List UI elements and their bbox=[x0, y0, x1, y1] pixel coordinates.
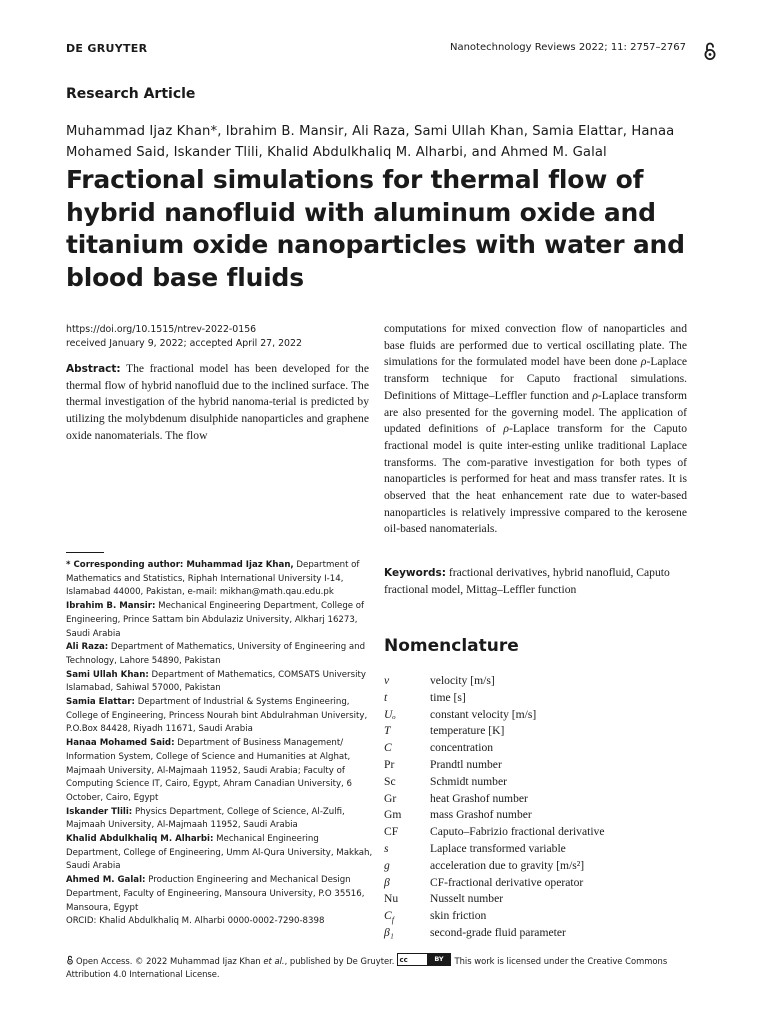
affiliation-name: Hanaa Mohamed Said: bbox=[66, 738, 175, 749]
footer-etal: et al. bbox=[263, 956, 285, 966]
nomenclature-symbol: $C_f$ bbox=[384, 909, 394, 925]
affiliation-item bbox=[66, 806, 373, 833]
footnote-rule bbox=[66, 552, 104, 553]
nomenclature-row bbox=[384, 674, 694, 691]
affiliation-text: Mechanical Engineering Department, College of Engineering, Prince Sattam bin Abdulaziz University, Alkharj 16273, Saudi Arabia bbox=[66, 601, 365, 639]
nomenclature-heading: Nomenclature bbox=[384, 636, 519, 656]
affiliation-text: Mechanical Engineering Department, College of Engineering, Umm Al-Qura University, Makkah, Saudi Arabia bbox=[66, 834, 373, 872]
nomenclature-row bbox=[384, 926, 694, 943]
nomenclature-description: acceleration due to gravity [m/s²] bbox=[430, 858, 585, 872]
nomenclature-row bbox=[384, 842, 694, 859]
nomenclature-row bbox=[384, 909, 694, 926]
nomenclature-symbol: T bbox=[384, 724, 391, 738]
article-title: Fractional simulations for thermal flow of hybrid nanofluid with aluminum oxide and titanium oxide nanoparticles with water and blood base fluids bbox=[66, 165, 685, 292]
affiliation-text: Department of Industrial & Systems Engineering, College of Engineering, Princess Nourah bint Abdulrahman University, P.O.Box 84428, Riyadh 11671, Saudi Arabia bbox=[66, 697, 368, 735]
affiliation-name: Iskander Tlili: bbox=[66, 806, 133, 817]
rho-symbol: ρ bbox=[503, 422, 509, 436]
nomenclature-row bbox=[384, 691, 694, 708]
nomenclature-description: concentration bbox=[430, 741, 494, 755]
rho-symbol: ρ bbox=[640, 355, 647, 369]
affiliation-text: Department of Mathematics and Statistics, Riphah International University I-14, Islamabad 44000, Pakistan, e-mail: mikhan@math.qau.edu.pk bbox=[66, 560, 360, 598]
nomenclature-description: mass Grashof number bbox=[430, 808, 532, 822]
affiliation-text: Department of Mathematics, COMSATS University Islamabad, Sahiwal 57000, Pakistan bbox=[66, 669, 366, 694]
nomenclature-row bbox=[384, 708, 694, 725]
keywords bbox=[384, 565, 687, 598]
affiliation-name: Khalid Abdulkhaliq M. Alharbi: bbox=[66, 834, 214, 845]
affiliation-item bbox=[66, 696, 373, 737]
abstract-text-2c: -Laplace transform are also presented for the governing model. The application of updated definitions of bbox=[384, 388, 687, 436]
affiliation-item bbox=[66, 559, 373, 600]
nomenclature-symbol: Sc bbox=[384, 774, 396, 788]
affiliation-name: * Corresponding author: Muhammad Ijaz Khan, bbox=[66, 560, 294, 570]
footer-text-2: , published by De Gruyter. bbox=[284, 956, 395, 966]
affiliation-item bbox=[66, 874, 373, 915]
affiliation-text: Physics Department, College of Science, Al-Zulfi, Majmaah University, Al-Majmaah 11952, Saudi Arabia bbox=[66, 806, 345, 831]
nomenclature-symbol: v bbox=[384, 674, 390, 687]
nomenclature-symbol: t bbox=[384, 690, 388, 704]
article-dates: received January 9, 2022; accepted April 27, 2022 bbox=[66, 338, 302, 349]
nomenclature-symbol: β bbox=[384, 875, 390, 889]
rho-symbol: ρ bbox=[592, 388, 598, 402]
license-footer bbox=[66, 953, 696, 980]
nomenclature-row bbox=[384, 741, 694, 758]
journal-reference: Nanotechnology Reviews 2022; 11: 2757–2767 bbox=[449, 42, 686, 53]
nomenclature-symbol: Gm bbox=[384, 808, 402, 822]
nomenclature-row bbox=[384, 892, 694, 909]
nomenclature-description: skin friction bbox=[430, 909, 487, 923]
nomenclature-row bbox=[384, 876, 694, 893]
affiliation-name: Ahmed M. Galal: bbox=[66, 875, 146, 886]
nomenclature-symbol: β₁ bbox=[384, 925, 394, 939]
nomenclature-description: second-grade fluid parameter bbox=[430, 925, 566, 939]
open-access-icon bbox=[703, 41, 717, 61]
nomenclature-symbol: g bbox=[384, 858, 390, 872]
nomenclature-description: heat Grashof number bbox=[430, 791, 528, 805]
affiliation-name: Samia Elattar: bbox=[66, 697, 135, 708]
nomenclature-list bbox=[384, 674, 694, 943]
abstract-text-2d: -Laplace transform for the Caputo fractional model is quite inter-esting unlike traditional Laplace transforms. The com-parative investigation for both types of nanoparticles is performed for heat and mass transfer rates. It is observed that the heat enhancement rate due to water-based nanoparticles is relatively impressive compared to the kerosene oil-based nanomaterials. bbox=[384, 422, 687, 536]
author-list: Muhammad Ijaz Khan*, Ibrahim B. Mansir, Ali Raza, Sami Ullah Khan, Samia Elattar, Hanaa Mohamed Said, Iskander Tlili, Khalid Abdulkhaliq M. Alharbi, and Ahmed M. Galal bbox=[66, 124, 675, 160]
orcid-line bbox=[66, 915, 373, 929]
keywords-label: Keywords: bbox=[384, 567, 446, 579]
cc-by-license-badge[interactable] bbox=[397, 953, 451, 966]
nomenclature-description: CF-fractional derivative operator bbox=[430, 875, 584, 889]
nomenclature-description: Schmidt number bbox=[430, 774, 507, 788]
footer-text-1: Open Access. © 2022 Muhammad Ijaz Khan bbox=[76, 956, 264, 966]
nomenclature-description: Prandtl number bbox=[430, 757, 502, 771]
nomenclature-row bbox=[384, 825, 694, 842]
nomenclature-description: Laplace transformed variable bbox=[430, 841, 566, 855]
nomenclature-symbol: Nu bbox=[384, 892, 399, 906]
nomenclature-description: temperature [K] bbox=[430, 724, 505, 738]
abstract-part-2 bbox=[384, 321, 687, 538]
affiliation-name: Sami Ullah Khan: bbox=[66, 669, 149, 680]
nomenclature-description: constant velocity [m/s] bbox=[430, 707, 537, 721]
affiliation-name: Ibrahim B. Mansir: bbox=[66, 601, 156, 612]
nomenclature-description: time [s] bbox=[430, 690, 466, 704]
nomenclature-description: Nusselt number bbox=[430, 892, 504, 906]
abstract-text-2a: computations for mixed convection flow of nanoparticles and base fluids are performed due to vertical oscillating plate. The simulations for the formulated model have been done bbox=[384, 322, 687, 369]
nomenclature-symbol: Gr bbox=[384, 791, 397, 805]
nomenclature-row bbox=[384, 808, 694, 825]
affiliation-text: Production Engineering and Mechanical Design Department, Faculty of Engineering, Mansoura University, P.O 35516, Mansoura, Egypt bbox=[66, 875, 365, 913]
affiliation-text: Department of Mathematics, University of Engineering and Technology, Lahore 54890, Pakistan bbox=[66, 642, 366, 666]
keywords-text: fractional derivatives, hybrid nanofluid, Caputo fractional model, Mittag–Leffler function bbox=[384, 566, 670, 596]
nomenclature-description: Caputo–Fabrizio fractional derivative bbox=[430, 825, 605, 839]
abstract-label: Abstract: bbox=[66, 363, 121, 375]
abstract-text-2b: -Laplace transform technique for Caputo fractional simulations. Definitions of Mittage–Leffler function and bbox=[384, 355, 687, 402]
affiliation-item bbox=[66, 600, 373, 641]
doi-link[interactable]: https://doi.org/10.1515/ntrev-2022-0156 bbox=[66, 324, 257, 335]
nomenclature-row bbox=[384, 724, 694, 741]
article-type: Research Article bbox=[66, 86, 196, 102]
abstract-text-1: The fractional model has been developed for the thermal flow of hybrid nanofluid due to the inclined surface. The thermal investigation of the hybrid nanoma-terial is predicted by utilizing the molybdenum disulphide nanoparticles and graphene oxide nanomaterials. The flow bbox=[66, 362, 369, 442]
nomenclature-symbol: s bbox=[384, 841, 389, 855]
affiliation-item bbox=[66, 737, 373, 806]
nomenclature-row bbox=[384, 775, 694, 792]
by-icon: BY bbox=[427, 954, 450, 965]
nomenclature-row bbox=[384, 792, 694, 809]
open-access-icon bbox=[66, 955, 74, 965]
affiliation-name: Ali Raza: bbox=[66, 642, 109, 653]
nomenclature-description: velocity [m/s] bbox=[430, 674, 495, 687]
affiliation-text: Department of Business Management/ Information System, College of Science and Humanities at Alghat, Majmaah University, Al-Majmaah 11952, Saudi Arabia; Faculty of Computing Science IT, Cairo, Egypt, Ahram Canadian University, 6 October, Cairo, Egypt bbox=[66, 738, 352, 803]
abstract-part-1 bbox=[66, 361, 369, 445]
nomenclature-row bbox=[384, 758, 694, 775]
affiliation-item bbox=[66, 833, 373, 874]
affiliations bbox=[66, 559, 373, 929]
publisher-name: DE GRUYTER bbox=[66, 42, 148, 55]
affiliation-text: ORCID: Khalid Abdulkhaliq M. Alharbi 0000-0002-7290-8398 bbox=[66, 916, 325, 927]
nomenclature-row bbox=[384, 859, 694, 876]
nomenclature-symbol: C bbox=[384, 741, 392, 755]
nomenclature-symbol: Pr bbox=[384, 757, 395, 771]
footer-text-3: This work is licensed under the Creative Commons Attribution 4.0 International License. bbox=[66, 956, 668, 979]
affiliation-item bbox=[66, 641, 373, 668]
affiliation-item bbox=[66, 669, 373, 696]
cc-icon: cc bbox=[399, 956, 408, 964]
nomenclature-symbol: Uₒ bbox=[384, 707, 396, 721]
nomenclature-symbol: CF bbox=[384, 825, 399, 839]
